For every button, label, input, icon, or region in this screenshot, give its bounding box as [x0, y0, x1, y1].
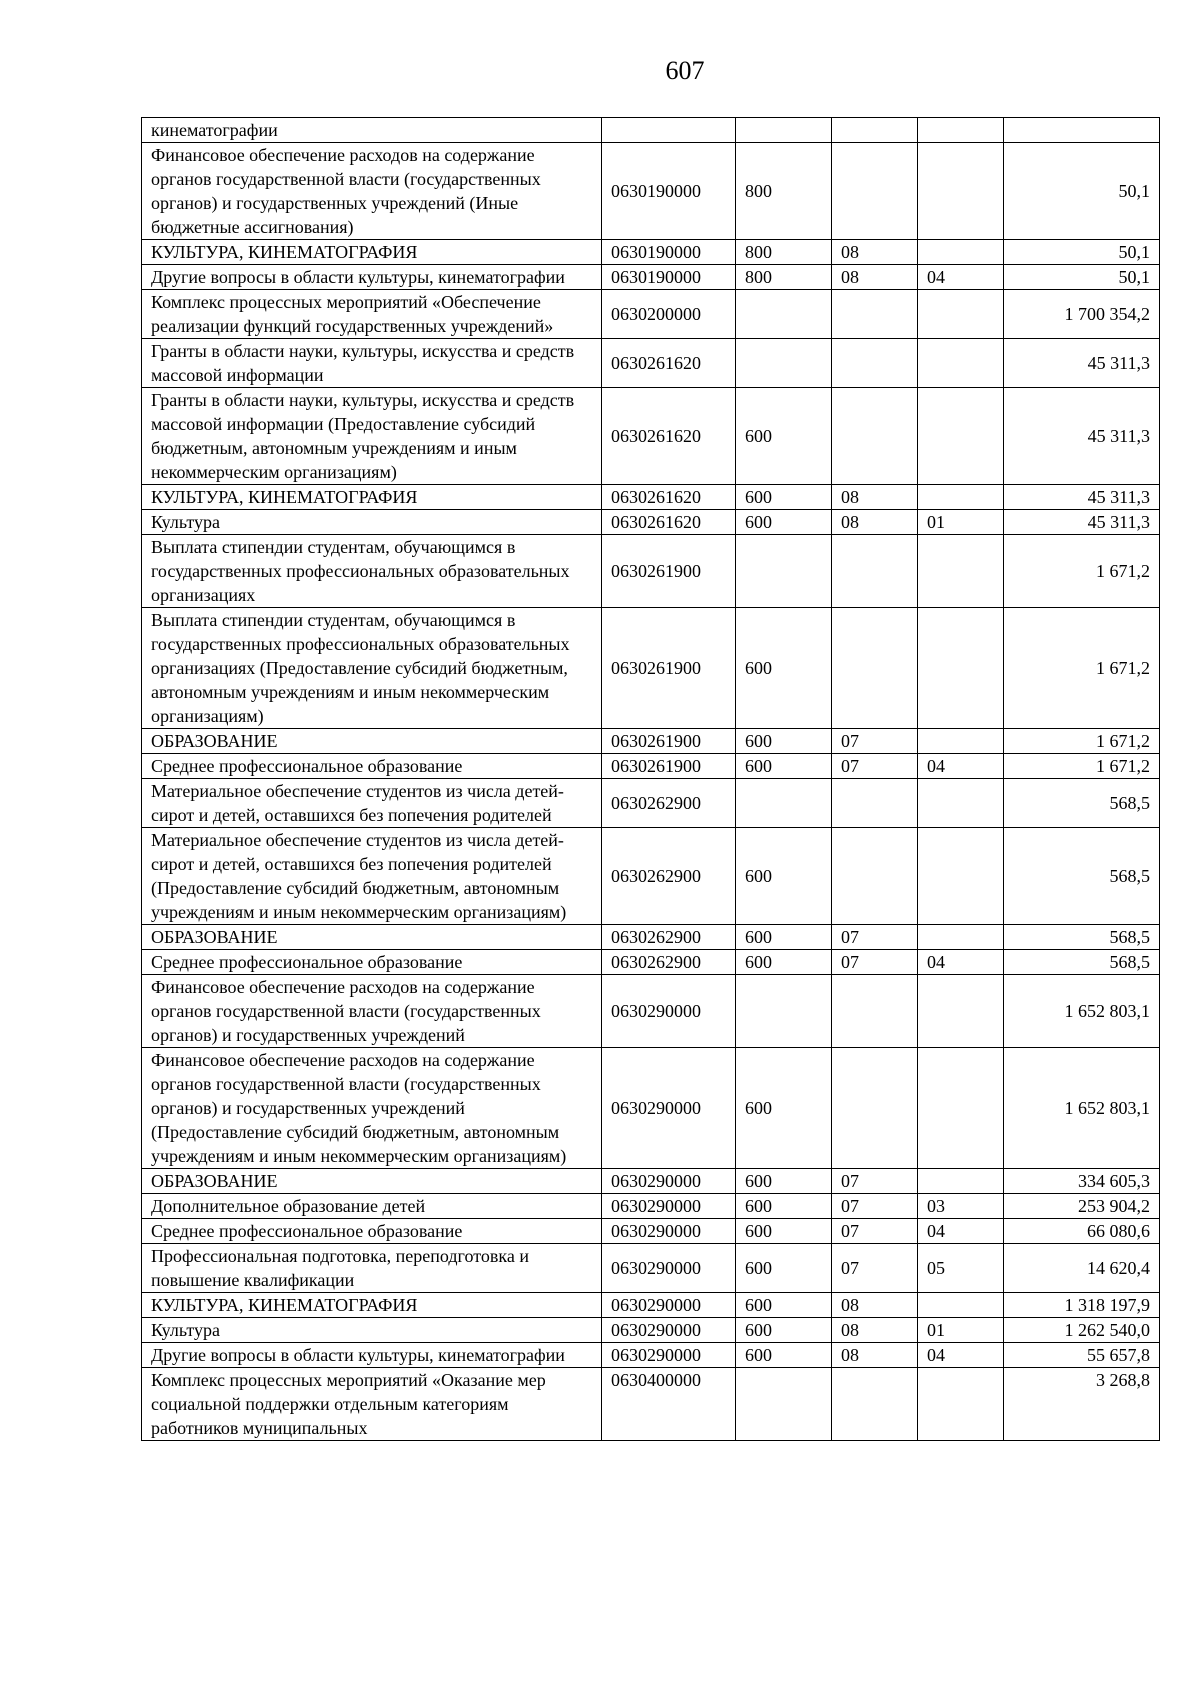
target-article-cell: 0630261900 — [602, 608, 736, 729]
section-cell: 07 — [832, 1169, 918, 1194]
row-name-cell: Профессиональная подготовка, переподготовка и повышение квалификации — [142, 1244, 602, 1293]
amount-cell: 568,5 — [1004, 828, 1160, 925]
expense-type-cell — [736, 535, 832, 608]
amount-cell: 1 318 197,9 — [1004, 1293, 1160, 1318]
table-row — [142, 1194, 1160, 1219]
target-article-cell: 0630290000 — [602, 1219, 736, 1244]
section-cell — [832, 118, 918, 143]
row-name-cell: Гранты в области науки, культуры, искусства и средств массовой информации (Предоставление субсидий бюджетным, автономным учреждениям и иным некоммерческим организациям) — [142, 388, 602, 485]
expense-type-cell: 600 — [736, 925, 832, 950]
row-name-cell: Среднее профессиональное образование — [142, 950, 602, 975]
subsection-cell — [918, 729, 1004, 754]
subsection-cell — [918, 1169, 1004, 1194]
section-cell — [832, 388, 918, 485]
target-article-cell: 0630261620 — [602, 388, 736, 485]
subsection-cell — [918, 118, 1004, 143]
section-cell: 08 — [832, 1343, 918, 1368]
subsection-cell: 04 — [918, 754, 1004, 779]
expense-type-cell: 600 — [736, 1244, 832, 1293]
budget-table — [141, 117, 1160, 1441]
subsection-cell: 04 — [918, 1343, 1004, 1368]
table-row — [142, 1318, 1160, 1343]
row-name-cell: Дополнительное образование детей — [142, 1194, 602, 1219]
expense-type-cell: 600 — [736, 1293, 832, 1318]
subsection-cell: 04 — [918, 950, 1004, 975]
section-cell: 08 — [832, 510, 918, 535]
subsection-cell: 03 — [918, 1194, 1004, 1219]
amount-cell — [1004, 118, 1160, 143]
target-article-cell: 0630261620 — [602, 339, 736, 388]
section-cell — [832, 535, 918, 608]
section-cell: 08 — [832, 265, 918, 290]
amount-cell: 1 700 354,2 — [1004, 290, 1160, 339]
target-article-cell: 0630190000 — [602, 265, 736, 290]
section-cell — [832, 1368, 918, 1441]
amount-cell: 253 904,2 — [1004, 1194, 1160, 1219]
section-cell — [832, 339, 918, 388]
table-row — [142, 1293, 1160, 1318]
expense-type-cell: 600 — [736, 729, 832, 754]
expense-type-cell: 600 — [736, 1343, 832, 1368]
subsection-cell — [918, 1048, 1004, 1169]
row-name-cell: Выплата стипендии студентам, обучающимся в государственных профессиональных образовательных организациях — [142, 535, 602, 608]
amount-cell: 14 620,4 — [1004, 1244, 1160, 1293]
row-name-cell: КУЛЬТУРА, КИНЕМАТОГРАФИЯ — [142, 1293, 602, 1318]
section-cell: 07 — [832, 1194, 918, 1219]
subsection-cell — [918, 388, 1004, 485]
expense-type-cell: 600 — [736, 1169, 832, 1194]
subsection-cell — [918, 339, 1004, 388]
amount-cell: 568,5 — [1004, 925, 1160, 950]
subsection-cell — [918, 240, 1004, 265]
expense-type-cell — [736, 118, 832, 143]
target-article-cell: 0630290000 — [602, 1244, 736, 1293]
amount-cell: 3 268,8 — [1004, 1368, 1160, 1441]
target-article-cell: 0630290000 — [602, 1293, 736, 1318]
section-cell: 07 — [832, 729, 918, 754]
table-row — [142, 1368, 1160, 1441]
table-row — [142, 754, 1160, 779]
table-row — [142, 510, 1160, 535]
section-cell — [832, 1048, 918, 1169]
expense-type-cell: 600 — [736, 485, 832, 510]
row-name-cell: Комплекс процессных мероприятий «Оказание мер социальной поддержки отдельным категориям работников муниципальных — [142, 1368, 602, 1441]
expense-type-cell — [736, 779, 832, 828]
row-name-cell: Среднее профессиональное образование — [142, 754, 602, 779]
amount-cell: 1 652 803,1 — [1004, 975, 1160, 1048]
table-row — [142, 143, 1160, 240]
amount-cell: 66 080,6 — [1004, 1219, 1160, 1244]
row-name-cell: ОБРАЗОВАНИЕ — [142, 1169, 602, 1194]
amount-cell: 568,5 — [1004, 950, 1160, 975]
expense-type-cell: 600 — [736, 510, 832, 535]
table-row — [142, 1244, 1160, 1293]
section-cell: 07 — [832, 950, 918, 975]
subsection-cell — [918, 485, 1004, 510]
section-cell: 08 — [832, 1293, 918, 1318]
target-article-cell: 0630261620 — [602, 510, 736, 535]
table-row — [142, 729, 1160, 754]
amount-cell: 1 671,2 — [1004, 729, 1160, 754]
table-row — [142, 388, 1160, 485]
subsection-cell — [918, 1293, 1004, 1318]
subsection-cell — [918, 290, 1004, 339]
table-row — [142, 608, 1160, 729]
target-article-cell: 0630262900 — [602, 779, 736, 828]
subsection-cell — [918, 608, 1004, 729]
row-name-cell: Гранты в области науки, культуры, искусства и средств массовой информации — [142, 339, 602, 388]
subsection-cell: 01 — [918, 1318, 1004, 1343]
section-cell — [832, 779, 918, 828]
table-row — [142, 1048, 1160, 1169]
section-cell: 07 — [832, 754, 918, 779]
row-name-cell: Культура — [142, 1318, 602, 1343]
row-name-cell: Выплата стипендии студентам, обучающимся в государственных профессиональных образовательных организациях (Предоставление субсидий бюджетным, автономным учреждениям и иным некоммерческим организациям) — [142, 608, 602, 729]
target-article-cell: 0630200000 — [602, 290, 736, 339]
subsection-cell: 01 — [918, 510, 1004, 535]
subsection-cell — [918, 975, 1004, 1048]
budget-table-body — [142, 118, 1160, 1441]
amount-cell: 45 311,3 — [1004, 485, 1160, 510]
amount-cell: 45 311,3 — [1004, 339, 1160, 388]
expense-type-cell: 600 — [736, 1318, 832, 1343]
subsection-cell: 05 — [918, 1244, 1004, 1293]
row-name-cell: кинематографии — [142, 118, 602, 143]
expense-type-cell: 600 — [736, 388, 832, 485]
target-article-cell: 0630262900 — [602, 950, 736, 975]
target-article-cell: 0630261900 — [602, 754, 736, 779]
expense-type-cell: 600 — [736, 1194, 832, 1219]
amount-cell: 45 311,3 — [1004, 510, 1160, 535]
amount-cell: 1 652 803,1 — [1004, 1048, 1160, 1169]
expense-type-cell: 800 — [736, 265, 832, 290]
subsection-cell — [918, 779, 1004, 828]
expense-type-cell: 800 — [736, 143, 832, 240]
row-name-cell: КУЛЬТУРА, КИНЕМАТОГРАФИЯ — [142, 485, 602, 510]
expense-type-cell: 600 — [736, 1219, 832, 1244]
table-row — [142, 975, 1160, 1048]
target-article-cell: 0630290000 — [602, 975, 736, 1048]
row-name-cell: Материальное обеспечение студентов из числа детей-сирот и детей, оставшихся без попечения родителей (Предоставление субсидий бюджетным, автономным учреждениям и иным некоммерческим организациям) — [142, 828, 602, 925]
target-article-cell: 0630262900 — [602, 925, 736, 950]
expense-type-cell: 600 — [736, 1048, 832, 1169]
row-name-cell: Другие вопросы в области культуры, кинематографии — [142, 265, 602, 290]
section-cell — [832, 975, 918, 1048]
amount-cell: 334 605,3 — [1004, 1169, 1160, 1194]
subsection-cell: 04 — [918, 265, 1004, 290]
target-article-cell: 0630261620 — [602, 485, 736, 510]
target-article-cell: 0630261900 — [602, 729, 736, 754]
table-row — [142, 1169, 1160, 1194]
table-row — [142, 339, 1160, 388]
subsection-cell — [918, 828, 1004, 925]
amount-cell: 1 262 540,0 — [1004, 1318, 1160, 1343]
section-cell: 08 — [832, 485, 918, 510]
target-article-cell: 0630290000 — [602, 1169, 736, 1194]
section-cell: 07 — [832, 1219, 918, 1244]
table-row — [142, 265, 1160, 290]
table-row — [142, 828, 1160, 925]
target-article-cell — [602, 118, 736, 143]
amount-cell: 55 657,8 — [1004, 1343, 1160, 1368]
expense-type-cell: 800 — [736, 240, 832, 265]
subsection-cell: 04 — [918, 1219, 1004, 1244]
table-row — [142, 779, 1160, 828]
expense-type-cell: 600 — [736, 754, 832, 779]
row-name-cell: КУЛЬТУРА, КИНЕМАТОГРАФИЯ — [142, 240, 602, 265]
expense-type-cell — [736, 290, 832, 339]
target-article-cell: 0630290000 — [602, 1194, 736, 1219]
amount-cell: 50,1 — [1004, 265, 1160, 290]
table-row — [142, 925, 1160, 950]
expense-type-cell: 600 — [736, 608, 832, 729]
amount-cell: 45 311,3 — [1004, 388, 1160, 485]
expense-type-cell — [736, 339, 832, 388]
target-article-cell: 0630290000 — [602, 1318, 736, 1343]
row-name-cell: Среднее профессиональное образование — [142, 1219, 602, 1244]
table-row — [142, 240, 1160, 265]
subsection-cell — [918, 925, 1004, 950]
target-article-cell: 0630400000 — [602, 1368, 736, 1441]
section-cell — [832, 290, 918, 339]
table-row — [142, 485, 1160, 510]
target-article-cell: 0630190000 — [602, 143, 736, 240]
table-row — [142, 1219, 1160, 1244]
table-row — [142, 1343, 1160, 1368]
expense-type-cell — [736, 975, 832, 1048]
table-row — [142, 535, 1160, 608]
target-article-cell: 0630290000 — [602, 1343, 736, 1368]
section-cell: 08 — [832, 1318, 918, 1343]
section-cell — [832, 143, 918, 240]
amount-cell: 1 671,2 — [1004, 754, 1160, 779]
section-cell — [832, 828, 918, 925]
subsection-cell — [918, 535, 1004, 608]
row-name-cell: Культура — [142, 510, 602, 535]
target-article-cell: 0630290000 — [602, 1048, 736, 1169]
amount-cell: 1 671,2 — [1004, 608, 1160, 729]
row-name-cell: Комплекс процессных мероприятий «Обеспечение реализации функций государственных учреждений» — [142, 290, 602, 339]
amount-cell: 50,1 — [1004, 143, 1160, 240]
subsection-cell — [918, 1368, 1004, 1441]
section-cell: 07 — [832, 1244, 918, 1293]
row-name-cell: Материальное обеспечение студентов из числа детей-сирот и детей, оставшихся без попечения родителей — [142, 779, 602, 828]
expense-type-cell: 600 — [736, 828, 832, 925]
amount-cell: 1 671,2 — [1004, 535, 1160, 608]
expense-type-cell — [736, 1368, 832, 1441]
target-article-cell: 0630262900 — [602, 828, 736, 925]
expense-type-cell: 600 — [736, 950, 832, 975]
table-row — [142, 118, 1160, 143]
amount-cell: 50,1 — [1004, 240, 1160, 265]
table-row — [142, 950, 1160, 975]
table-row — [142, 290, 1160, 339]
amount-cell: 568,5 — [1004, 779, 1160, 828]
section-cell — [832, 608, 918, 729]
target-article-cell: 0630190000 — [602, 240, 736, 265]
subsection-cell — [918, 143, 1004, 240]
row-name-cell: ОБРАЗОВАНИЕ — [142, 729, 602, 754]
section-cell: 07 — [832, 925, 918, 950]
section-cell: 08 — [832, 240, 918, 265]
row-name-cell: ОБРАЗОВАНИЕ — [142, 925, 602, 950]
page-number: 607 — [665, 56, 705, 85]
target-article-cell: 0630261900 — [602, 535, 736, 608]
row-name-cell: Другие вопросы в области культуры, кинематографии — [142, 1343, 602, 1368]
row-name-cell: Финансовое обеспечение расходов на содержание органов государственной власти (государственных органов) и государственных учреждений (Иные бюджетные ассигнования) — [142, 143, 602, 240]
row-name-cell: Финансовое обеспечение расходов на содержание органов государственной власти (государственных органов) и государственных учреждений (Предоставление субсидий бюджетным, автономным учреждениям и иным некоммерческим организациям) — [142, 1048, 602, 1169]
row-name-cell: Финансовое обеспечение расходов на содержание органов государственной власти (государственных органов) и государственных учреждений — [142, 975, 602, 1048]
